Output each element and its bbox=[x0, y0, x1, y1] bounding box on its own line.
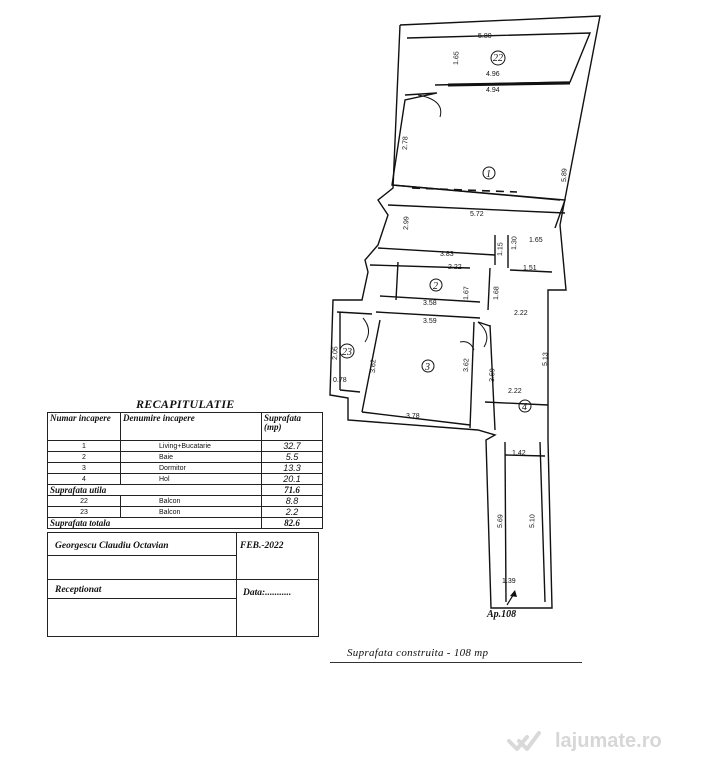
svg-text:2.05: 2.05 bbox=[332, 346, 340, 361]
svg-text:22: 22 bbox=[493, 53, 503, 64]
table-row: 22 Balcon 8.8 bbox=[48, 496, 323, 507]
recap-header-row bbox=[48, 413, 323, 441]
svg-text:2: 2 bbox=[433, 281, 438, 292]
svg-text:1.65: 1.65 bbox=[529, 237, 543, 244]
svg-text:1.39: 1.39 bbox=[502, 578, 516, 585]
svg-text:5.69: 5.69 bbox=[497, 514, 505, 529]
svg-text:5.13: 5.13 bbox=[542, 352, 550, 367]
svg-text:2.78: 2.78 bbox=[402, 136, 410, 151]
table-row: 4 Hol 20.1 bbox=[48, 474, 323, 485]
svg-text:5.80: 5.80 bbox=[478, 33, 492, 40]
table-row: 3 Dormitor 13.3 bbox=[48, 463, 323, 474]
svg-text:3.59: 3.59 bbox=[489, 368, 497, 383]
table-row: 1 Living+Bucatarie 32.7 bbox=[48, 441, 323, 452]
svg-text:3.78: 3.78 bbox=[406, 413, 420, 420]
svg-text:1.42: 1.42 bbox=[512, 450, 526, 457]
header-suprafata: Suprafata (mp) bbox=[262, 413, 323, 441]
svg-text:1.30: 1.30 bbox=[511, 236, 519, 251]
svg-text:1.15: 1.15 bbox=[497, 242, 505, 257]
svg-text:2.22: 2.22 bbox=[514, 310, 528, 317]
svg-text:3.62: 3.62 bbox=[370, 359, 378, 374]
svg-text:23: 23 bbox=[342, 347, 352, 358]
watermark-logo-icon bbox=[505, 727, 545, 755]
svg-text:3.59: 3.59 bbox=[423, 318, 437, 325]
received-label: Receptionat bbox=[55, 585, 102, 595]
svg-text:1.65: 1.65 bbox=[453, 51, 461, 66]
signature-box bbox=[47, 532, 319, 637]
recap-title: RECAPITULATIE bbox=[136, 397, 235, 411]
svg-text:1.68: 1.68 bbox=[493, 286, 501, 301]
svg-text:2.99: 2.99 bbox=[403, 216, 411, 231]
watermark: lajumate.ro bbox=[555, 730, 662, 752]
svg-text:1.51: 1.51 bbox=[523, 265, 537, 272]
svg-text:3: 3 bbox=[425, 362, 430, 373]
built-area: Suprafata construita - 108 mp bbox=[347, 647, 489, 659]
svg-text:5.10: 5.10 bbox=[529, 514, 537, 529]
svg-text:2.22: 2.22 bbox=[508, 388, 522, 395]
apartment-label: Ap.108 bbox=[487, 609, 517, 620]
svg-text:4: 4 bbox=[522, 402, 527, 413]
divider bbox=[330, 662, 582, 663]
document-date: FEB.-2022 bbox=[240, 541, 284, 551]
svg-text:0.78: 0.78 bbox=[333, 377, 347, 384]
table-row: 23 Balcon 2.2 bbox=[48, 507, 323, 518]
table-row: 2 Baie 5.5 bbox=[48, 452, 323, 463]
svg-text:5.89: 5.89 bbox=[561, 168, 569, 183]
author-name: Georgescu Claudiu Octavian bbox=[55, 541, 169, 551]
svg-text:3.62: 3.62 bbox=[463, 358, 471, 373]
svg-text:4.96: 4.96 bbox=[486, 71, 500, 78]
svg-text:3.58: 3.58 bbox=[423, 300, 437, 307]
svg-text:1.67: 1.67 bbox=[463, 286, 471, 301]
svg-text:4.94: 4.94 bbox=[486, 87, 500, 94]
svg-text:5.72: 5.72 bbox=[470, 211, 484, 218]
svg-text:2.22: 2.22 bbox=[448, 264, 462, 271]
svg-text:1: 1 bbox=[486, 169, 491, 180]
useful-area-row: Suprafata utila 71.6 bbox=[48, 485, 323, 496]
header-numar: Numar incapere bbox=[48, 413, 121, 441]
recap-table bbox=[47, 412, 323, 529]
total-area-row: Suprafata totala 82.6 bbox=[48, 518, 323, 529]
data-label: Data:........... bbox=[243, 588, 292, 598]
header-denumire: Denumire incapere bbox=[121, 413, 262, 441]
svg-text:3.83: 3.83 bbox=[440, 251, 454, 258]
